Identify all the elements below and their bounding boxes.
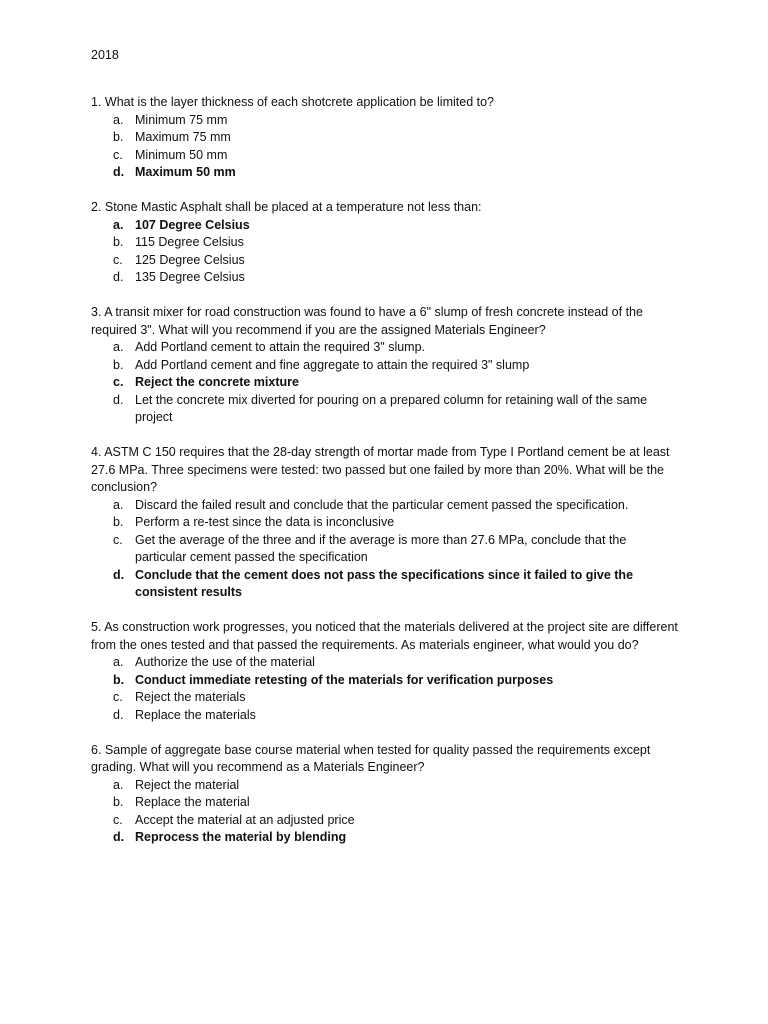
option-text: Minimum 50 mm <box>135 147 228 162</box>
option-text: Let the concrete mix diverted for pouring on a prepared column for retaining wall of the same project <box>135 392 648 424</box>
option-d <box>91 164 681 182</box>
option-b <box>91 234 681 252</box>
question-text: 6. Sample of aggregate base course material when tested for quality passed the requirements except grading. What will you recommend as a Materials Engineer? <box>91 742 651 774</box>
option-a <box>91 654 681 672</box>
option-a <box>91 339 681 357</box>
option-list <box>91 112 681 182</box>
option-a <box>91 217 681 235</box>
question-list <box>91 94 681 864</box>
option-d <box>91 707 681 725</box>
option-b <box>91 794 681 812</box>
option-b <box>91 357 681 375</box>
option-letter: b. <box>113 130 124 144</box>
option-d <box>91 392 681 427</box>
option-text: Replace the material <box>135 795 250 809</box>
option-letter: c. <box>113 375 124 389</box>
option-text: Conduct immediate retesting of the materials for verification purposes <box>135 672 554 687</box>
option-text: Get the average of the three and if the average is more than 27.6 MPa, conclude that the particular cement passed the specification <box>135 532 627 564</box>
option-text: Reject the material <box>135 777 240 792</box>
option-letter: c. <box>113 690 123 704</box>
option-text: Reprocess the material by blending <box>135 830 347 844</box>
option-text: 115 Degree Celsius <box>135 235 244 249</box>
option-a <box>91 497 681 515</box>
option-letter: a. <box>113 777 124 792</box>
option-text: Maximum 50 mm <box>135 165 236 179</box>
option-letter: a. <box>113 497 124 512</box>
option-letter: c. <box>113 147 123 162</box>
option-text: Replace the materials <box>135 707 256 722</box>
option-list <box>91 654 681 724</box>
option-letter: c. <box>113 532 123 547</box>
option-letter: a. <box>113 217 124 232</box>
option-text: Minimum 75 mm <box>135 112 228 127</box>
option-letter: b. <box>113 515 124 529</box>
option-text: Reject the concrete mixture <box>135 375 299 389</box>
question-1 <box>91 94 681 182</box>
option-letter: d. <box>113 392 124 407</box>
option-c <box>91 812 681 830</box>
question-6 <box>91 742 681 847</box>
option-c <box>91 532 681 567</box>
question-3 <box>91 304 681 427</box>
option-text: 135 Degree Celsius <box>135 270 245 284</box>
option-text: Authorize the use of the material <box>135 655 315 669</box>
option-letter: b. <box>113 235 124 249</box>
question-text: 1. What is the layer thickness of each shotcrete application be limited to? <box>91 95 494 109</box>
option-list <box>91 497 681 602</box>
year-heading: 2018 <box>91 48 119 62</box>
option-letter: d. <box>113 707 124 722</box>
question-2 <box>91 199 681 287</box>
option-d <box>91 269 681 287</box>
option-b <box>91 514 681 532</box>
option-text: Accept the material at an adjusted price <box>135 812 355 827</box>
option-text: Perform a re-test since the data is inconclusive <box>135 515 395 529</box>
option-letter: b. <box>113 795 124 809</box>
option-letter: c. <box>113 812 123 827</box>
option-text: Discard the failed result and conclude that the particular cement passed the specification. <box>135 497 629 512</box>
option-d <box>91 829 681 847</box>
option-d <box>91 567 681 602</box>
option-text: Conclude that the cement does not pass the specifications since it failed to give the consistent results <box>135 567 634 599</box>
question-5 <box>91 619 681 724</box>
option-letter: b. <box>113 357 124 372</box>
question-text: 2. Stone Mastic Asphalt shall be placed at a temperature not less than: <box>91 200 482 214</box>
option-letter: d. <box>113 270 124 284</box>
option-list <box>91 339 681 427</box>
option-c <box>91 374 681 392</box>
option-letter: a. <box>113 340 124 354</box>
option-text: Add Portland cement to attain the required 3" slump. <box>135 340 426 354</box>
option-text: Reject the materials <box>135 690 246 704</box>
option-letter: d. <box>113 165 125 179</box>
option-text: 125 Degree Celsius <box>135 252 245 267</box>
question-4 <box>91 444 681 602</box>
option-b <box>91 672 681 690</box>
question-text: 4. ASTM C 150 requires that the 28-day strength of mortar made from Type I Portland cement be at least 27.6 MPa. Three specimens were tested: two passed but one failed by more than 20%. What will be the conclusion? <box>91 445 670 494</box>
option-a <box>91 777 681 795</box>
option-letter: a. <box>113 655 124 669</box>
option-text: 107 Degree Celsius <box>135 217 250 232</box>
option-letter: b. <box>113 672 125 687</box>
option-a <box>91 112 681 130</box>
option-list <box>91 777 681 847</box>
question-text: 3. A transit mixer for road construction was found to have a 6" slump of fresh concrete instead of the required 3". What will you recommend if you are the assigned Materials Engineer? <box>91 305 643 337</box>
option-letter: d. <box>113 830 125 844</box>
option-letter: d. <box>113 567 125 582</box>
option-letter: a. <box>113 112 124 127</box>
option-text: Add Portland cement and fine aggregate to attain the required 3" slump <box>135 357 530 372</box>
option-text: Maximum 75 mm <box>135 130 231 144</box>
option-c <box>91 689 681 707</box>
option-letter: c. <box>113 252 123 267</box>
option-list <box>91 217 681 287</box>
option-c <box>91 252 681 270</box>
option-b <box>91 129 681 147</box>
option-c <box>91 147 681 165</box>
question-text: 5. As construction work progresses, you noticed that the materials delivered at the project site are different from the ones tested and that passed the requirements. As materials engineer, what would you do? <box>91 620 678 652</box>
